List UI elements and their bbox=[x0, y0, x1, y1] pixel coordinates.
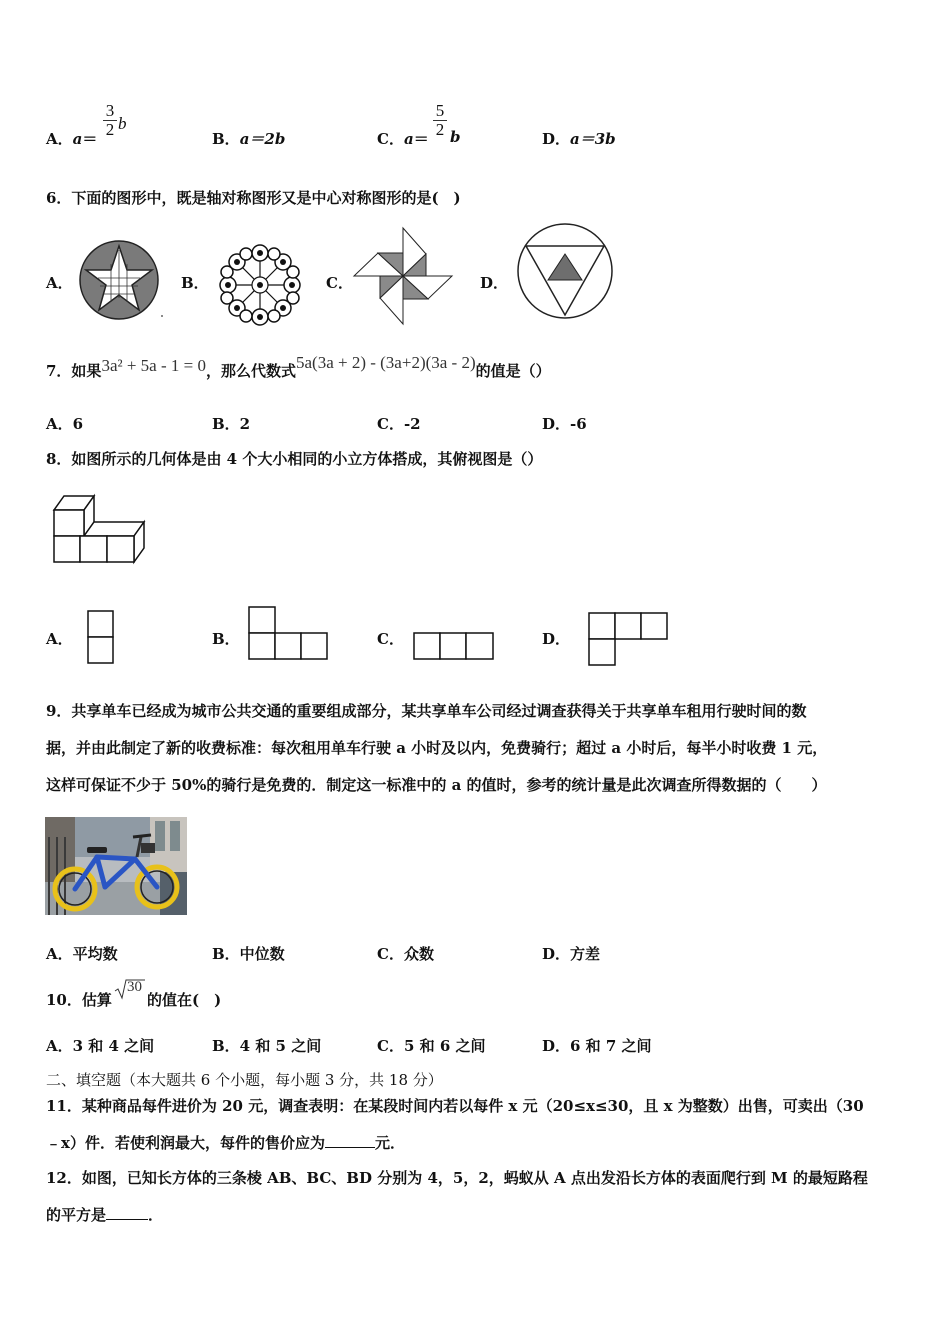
q9-option-a[interactable]: A．平均数 bbox=[46, 945, 118, 963]
q5-option-a-denominator: 2 bbox=[103, 120, 117, 139]
q7-option-a[interactable]: A．6 bbox=[46, 415, 84, 433]
q9-line-3: 这样可保证不少于 50%的骑行是免费的．制定这一标准中的 a 的值时，参考的统计量是此次调查所得数据的（ ） bbox=[46, 776, 827, 794]
q12-line-2 bbox=[46, 1204, 163, 1225]
q9-option-c[interactable]: C．众数 bbox=[377, 945, 434, 963]
q7-prefix: 7．如果 bbox=[46, 362, 102, 380]
q5-option-c-tail: b bbox=[450, 128, 461, 146]
cube-solid-figure bbox=[50, 494, 150, 564]
q6-option-c[interactable]: C． bbox=[326, 274, 353, 292]
q12-line-2-end: ． bbox=[148, 1206, 164, 1224]
q8-stem: 8．如图所示的几何体是由 4 个大小相同的小立方体搭成，其俯视图是（） bbox=[46, 450, 543, 468]
q8-option-d-figure bbox=[588, 612, 670, 668]
q7-expression: 5a(3a + 2) - (3a+2)(3a - 2) bbox=[295, 353, 476, 372]
q8-option-b[interactable]: B． bbox=[212, 630, 240, 648]
q10-option-b[interactable]: B．4 和 5 之间 bbox=[212, 1037, 322, 1055]
q10-suffix: 的值在( ) bbox=[147, 991, 222, 1009]
q5-option-b[interactable] bbox=[212, 128, 285, 149]
q11-line-2 bbox=[46, 1132, 405, 1153]
q5-option-b-label: B． bbox=[212, 130, 240, 148]
q5-option-a-numerator: 3 bbox=[105, 101, 115, 120]
q11-line-2-end: 元． bbox=[374, 1134, 405, 1152]
q7-suffix: 的值是（） bbox=[475, 362, 551, 380]
q10-option-d[interactable]: D．6 和 7 之间 bbox=[542, 1037, 652, 1055]
q5-option-c-label: C． bbox=[377, 130, 404, 148]
flower-pattern-icon bbox=[216, 244, 304, 326]
q9-option-d[interactable]: D．方差 bbox=[542, 945, 601, 963]
q5-option-c-var: a bbox=[403, 130, 414, 148]
pinwheel-icon bbox=[350, 226, 456, 326]
q6-option-a[interactable]: A． bbox=[46, 274, 73, 292]
triangle-in-circle-icon bbox=[516, 222, 614, 320]
q8-option-d[interactable]: D． bbox=[542, 630, 571, 648]
q7-condition: 3a² + 5a - 1 = 0 bbox=[101, 356, 206, 375]
q5-option-a-label: A． bbox=[46, 130, 73, 148]
q10-option-a[interactable]: A．3 和 4 之间 bbox=[46, 1037, 155, 1055]
q9-line-2: 据，并由此制定了新的收费标准：每次租用单车行驶 a 小时及以内，免费骑行；超过 a 小时后，每半小时收费 1 元， bbox=[46, 739, 828, 757]
q8-option-a[interactable]: A． bbox=[46, 630, 73, 648]
shared-bicycle-photo bbox=[45, 817, 187, 915]
q8-option-c[interactable]: C． bbox=[377, 630, 404, 648]
q5-option-d-expr: a＝3b bbox=[570, 130, 616, 148]
q9-option-b[interactable]: B．中位数 bbox=[212, 945, 285, 963]
q5-option-a-fraction bbox=[103, 102, 117, 139]
q9-line-1: 9．共享单车已经成为城市公共交通的重要组成部分，某共享单车公司经过调查获得关于共享单车租用行驶时间的数 bbox=[46, 702, 807, 720]
q11-line-2-text: ﹣x）件．若使利润最大，每件的售价应为 bbox=[46, 1134, 325, 1152]
q7-option-d[interactable]: D．-6 bbox=[542, 415, 587, 433]
q5-option-a-eq: ＝ bbox=[82, 130, 98, 148]
q5-option-d[interactable] bbox=[542, 128, 616, 149]
q6-option-b[interactable]: B． bbox=[181, 274, 209, 292]
q8-option-c-figure bbox=[413, 632, 497, 662]
q5-option-c-fraction bbox=[433, 102, 447, 139]
q7-option-b[interactable]: B．2 bbox=[212, 415, 251, 433]
q11-line-1: 11．某种商品每件进价为 20 元，调查表明：在某段时间内若以每件 x 元（20≤x≤30，且 x 为整数）出售，可卖出（30 bbox=[46, 1097, 864, 1115]
q10-prefix: 10．估算 bbox=[46, 991, 112, 1009]
q10-option-c[interactable]: C．5 和 6 之间 bbox=[377, 1037, 486, 1055]
q12-line-2-text: 的平方是 bbox=[46, 1206, 107, 1224]
q12-line-1: 12．如图，已知长方体的三条棱 AB、BC、BD 分别为 4，5，2，蚂蚁从 A 点出发沿长方体的表面爬行到 M 的最短路程 bbox=[46, 1169, 868, 1187]
q7-option-c[interactable]: C．-2 bbox=[377, 415, 421, 433]
q6-stem: 6．下面的图形中，既是轴对称图形又是中心对称图形的是( ) bbox=[46, 189, 461, 207]
q5-option-c[interactable] bbox=[377, 128, 429, 149]
q12-answer-blank[interactable] bbox=[106, 1205, 148, 1220]
q5-option-c-numerator: 5 bbox=[435, 101, 445, 120]
q5-option-a-tail: b bbox=[118, 114, 127, 133]
q5-option-a-var: a bbox=[72, 130, 83, 148]
q6-option-d[interactable]: D． bbox=[480, 274, 509, 292]
q7-middle: ，那么代数式 bbox=[205, 362, 296, 380]
q5-option-b-expr: a＝2b bbox=[239, 130, 286, 148]
q11-answer-blank[interactable] bbox=[325, 1133, 375, 1148]
q8-option-a-figure bbox=[87, 610, 115, 666]
q7-stem bbox=[46, 353, 551, 381]
star-in-circle-icon bbox=[78, 240, 164, 322]
q10-radicand: 30 bbox=[127, 979, 142, 995]
q5-option-a[interactable] bbox=[46, 128, 97, 149]
q5-option-c-denominator: 2 bbox=[433, 120, 447, 139]
q8-option-b-figure bbox=[248, 606, 330, 662]
section-2-title: 二、填空题（本大题共 6 个小题，每小题 3 分，共 18 分） bbox=[46, 1071, 443, 1089]
q5-option-c-eq: ＝ bbox=[413, 130, 429, 148]
q5-option-d-label: D． bbox=[542, 130, 571, 148]
